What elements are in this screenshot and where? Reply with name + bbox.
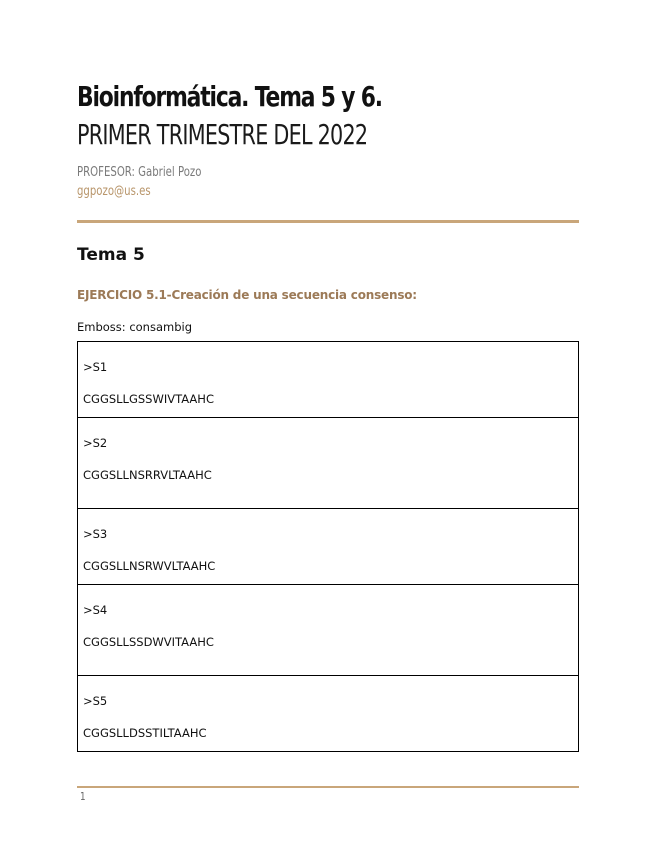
sequence-row: [78, 585, 579, 676]
sequence-cell: [78, 585, 579, 676]
tool-label: Emboss: consambig: [77, 320, 192, 334]
sequence-id: >S2: [83, 436, 108, 450]
professor-name: PROFESOR: Gabriel Pozo: [77, 165, 202, 180]
sequence-residues: CGGSLLGSSWIVTAAHC: [83, 392, 214, 406]
sequence-id: >S1: [83, 360, 108, 374]
sequence-residues: CGGSLLDSSTILTAAHC: [83, 726, 207, 740]
sequence-row: [78, 342, 579, 418]
footer-divider: [77, 786, 579, 788]
sequence-residues: CGGSLLSSDWVITAAHC: [83, 635, 214, 649]
sequence-residues: CGGSLLNSRRVLTAAHC: [83, 468, 212, 482]
exercise-heading: EJERCICIO 5.1-Creación de una secuencia consenso:: [77, 288, 417, 302]
sequence-table: [77, 341, 579, 752]
page-title: Bioinformática. Tema 5 y 6.: [77, 80, 382, 113]
sequence-row: [78, 418, 579, 509]
section-heading: Tema 5: [77, 245, 145, 265]
sequence-id: >S5: [83, 694, 108, 708]
sequence-cell: [78, 342, 579, 418]
sequence-cell: [78, 676, 579, 752]
sequence-row: [78, 676, 579, 752]
sequence-cell: [78, 509, 579, 585]
professor-email: ggpozo@us.es: [77, 184, 151, 199]
sequence-cell: [78, 418, 579, 509]
sequence-id: >S4: [83, 603, 108, 617]
header-divider: [77, 220, 579, 223]
sequence-residues: CGGSLLNSRWVLTAAHC: [83, 559, 216, 573]
sequence-row: [78, 509, 579, 585]
page-subtitle: PRIMER TRIMESTRE DEL 2022: [77, 118, 368, 151]
page-number: 1: [80, 790, 86, 803]
sequence-id: >S3: [83, 527, 108, 541]
